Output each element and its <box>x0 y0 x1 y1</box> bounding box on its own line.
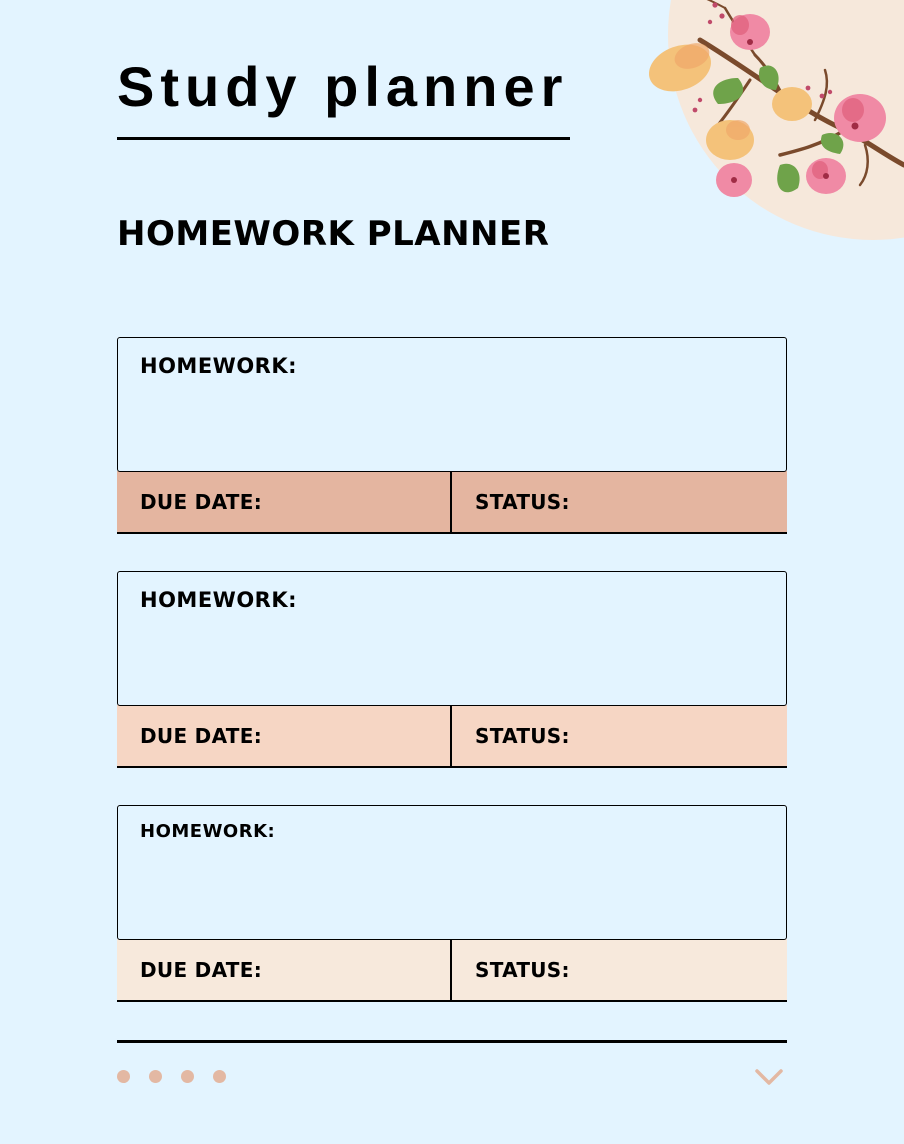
homework-meta-row <box>117 939 787 1002</box>
homework-label: HOMEWORK: <box>140 821 276 842</box>
page-title: Study planner <box>117 55 569 118</box>
homework-label: HOMEWORK: <box>140 588 298 612</box>
due-date-field[interactable]: DUE DATE: <box>117 939 452 1000</box>
status-field[interactable]: STATUS: <box>475 723 570 748</box>
homework-card-1 <box>117 337 787 534</box>
homework-meta-row <box>117 471 787 534</box>
page-dots-indicator <box>117 1070 226 1083</box>
status-field[interactable]: STATUS: <box>475 957 570 982</box>
footer-divider <box>117 1040 787 1043</box>
page-dot[interactable] <box>117 1070 130 1083</box>
page-dot[interactable] <box>213 1070 226 1083</box>
homework-entry-box[interactable] <box>117 337 787 472</box>
page-dot[interactable] <box>149 1070 162 1083</box>
status-field[interactable]: STATUS: <box>475 489 570 514</box>
floral-branch-illustration <box>640 0 904 215</box>
chevron-down-icon[interactable] <box>754 1066 784 1088</box>
homework-meta-row <box>117 705 787 768</box>
homework-card-3 <box>117 805 787 1002</box>
homework-entry-box[interactable] <box>117 571 787 706</box>
due-date-field[interactable]: DUE DATE: <box>117 471 452 532</box>
title-underline <box>117 137 570 140</box>
homework-label: HOMEWORK: <box>140 354 298 378</box>
homework-entry-box[interactable] <box>117 805 787 940</box>
due-date-field[interactable]: DUE DATE: <box>117 705 452 766</box>
section-heading: HOMEWORK PLANNER <box>117 214 550 254</box>
homework-card-2 <box>117 571 787 768</box>
page-dot[interactable] <box>181 1070 194 1083</box>
